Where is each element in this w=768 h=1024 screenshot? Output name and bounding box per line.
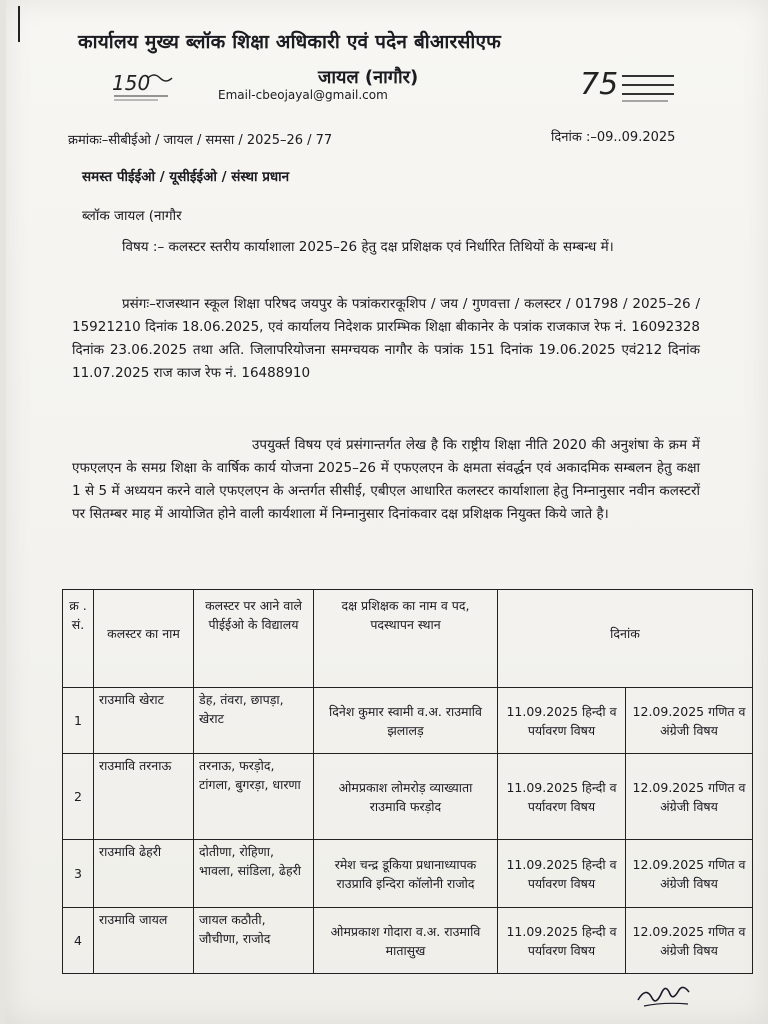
row-cluster: राउमावि खेराट (94, 688, 194, 754)
row-date-2: 12.09.2025 गणित व अंग्रेजी विषय (626, 908, 753, 974)
body-paragraph: उपयुर्क्त विषय एवं प्रसंगान्तर्गत लेख है कि राष्ट्रीय शिक्षा नीति 2020 की अनुशंषा के क्रम में एफएलएन के समग्र शिक्षा के वार्षिक कार्य योजना 2025–26 में एफएलएन के क्षमता संवर्द्धन एवं अकादमिक सम्बलन हेतु कक्षा 1 से 5 में अध्ययन करने वाले एफएलएन के अन्तर्गत सीसीई, एबीएल आधारित कलस्टर कार्याशाला हेतु निम्नानुसार नवीन कलस्टरों पर सितम्बर माह में आयोजित होने वाली कार्यशाला में निम्नानुसार दिनांकवार दक्ष प्रशिक्षक नियुक्त किये जाते है। (72, 437, 700, 522)
table-header-row (63, 590, 753, 688)
trainer-schedule-table (62, 589, 753, 974)
row-schools: डेह, तंवरा, छापड़ा, खेराट (194, 688, 314, 754)
office-location: जायल (नागौर) (318, 67, 419, 88)
anniversary-logo-icon (108, 68, 186, 104)
row-trainer: रमेश चन्द्र डूकिया प्रधानाध्यापक राउप्रावि इन्दिरा कॉलोनी राजोद (314, 840, 498, 908)
logo-right-text: 75 (580, 67, 619, 102)
header-trainer: दक्ष प्रशिक्षक का नाम व पद, पदस्थापन स्थान (314, 590, 498, 688)
letter-date: दिनांक :–09..09.2025 (551, 130, 676, 145)
row-schools: दोतीणा, रोहिणा, भावला, सांडिला, ढेहरी (194, 840, 314, 908)
row-date-1: 11.09.2025 हिन्दी व पर्यावरण विषय (498, 908, 626, 974)
table-row (63, 688, 753, 754)
table-row (63, 840, 753, 908)
row-date-2: 12.09.2025 गणित व अंग्रेजी विषय (626, 754, 753, 840)
logo-left-text: 150 (112, 71, 151, 95)
reference-number: क्रमांकः–सीबीईओ / जायल / समसा / 2025–26 / 77 (68, 133, 333, 148)
table-row (63, 908, 753, 974)
row-trainer: दिनेश कुमार स्वामी व.अ. राउमावि झलालड़ (314, 688, 498, 754)
letter-page (6, 0, 768, 1024)
office-email: Email-cbeojayal@gmail.com (218, 88, 388, 102)
row-date-1: 11.09.2025 हिन्दी व पर्यावरण विषय (498, 754, 626, 840)
row-cluster: राउमावि जायल (94, 908, 194, 974)
subject-paragraph: विषय :– कलस्टर स्तरीय कार्याशाला 2025–26 हेतु दक्ष प्रशिक्षक एवं निर्धारित तिथियों के सम्बन्ध में। (122, 239, 614, 255)
row-date-1: 11.09.2025 हिन्दी व पर्यावरण विषय (498, 840, 626, 908)
header-date: दिनांक (498, 590, 753, 688)
header-schools: कलस्टर पर आने वाले पीईईओ के विद्यालय (194, 590, 314, 688)
row-sno: 1 (63, 688, 94, 754)
row-date-2: 12.09.2025 गणित व अंग्रेजी विषय (626, 840, 753, 908)
row-sno: 2 (63, 754, 94, 840)
signature-icon (636, 978, 696, 1012)
reference-paragraph: प्रसंगः–राजस्थान स्कूल शिक्षा परिषद जयपुर के पत्रांकरारकूशिप / जय / गुणवत्ता / कलस्टर / 01798 / 2025–26 / 15921210 दिनांक 18.06.2025, एवं कार्यालय निदेशक प्रारम्भिक शिक्षा बीकानेर के पत्रांक राजकाज रेफ नं. 16092328 दिनांक 23.06.2025 तथा अति. जिलापरियोजना समग्चयक नागौर के पत्रांक 151 दिनांक 19.06.2025 एवं212 दिनांक 11.07.2025 राज काज रेफ नं. 16488910 (72, 296, 700, 381)
addressee-line-1: समस्त पीईईओ / यूसीईईओ / संस्था प्रधान (82, 169, 290, 185)
row-sno: 3 (63, 840, 94, 908)
addressee-line-2: ब्लॉक जायल (नागौर (82, 208, 182, 224)
row-sno: 4 (63, 908, 94, 974)
row-cluster: राउमावि ढेहरी (94, 840, 194, 908)
row-cluster: राउमावि तरनाऊ (94, 754, 194, 840)
row-schools: तरनाऊ, फरड़ोद, टांगला, बुगरड़ा, धारणा (194, 754, 314, 840)
table-row (63, 754, 753, 840)
row-date-2: 12.09.2025 गणित व अंग्रेजी विषय (626, 688, 753, 754)
header-sno: क्र . सं. (63, 590, 94, 688)
edge-mark (18, 6, 20, 42)
row-trainer: ओमप्रकाश गोदारा व.अ. राउमावि मातासुख (314, 908, 498, 974)
row-schools: जायल कठौती, जौचीणा, राजोद (194, 908, 314, 974)
row-date-1: 11.09.2025 हिन्दी व पर्यावरण विषय (498, 688, 626, 754)
row-trainer: ओमप्रकाश लोमरोड़ व्याख्याता राउमावि फरड़ोद (314, 754, 498, 840)
header-cluster: कलस्टर का नाम (94, 590, 194, 688)
office-title: कार्यालय मुख्य ब्लॉक शिक्षा अधिकारी एवं पदेन बीआरसीएफ (78, 31, 502, 53)
azadi-amrit-mahotsav-logo-icon (578, 64, 682, 104)
